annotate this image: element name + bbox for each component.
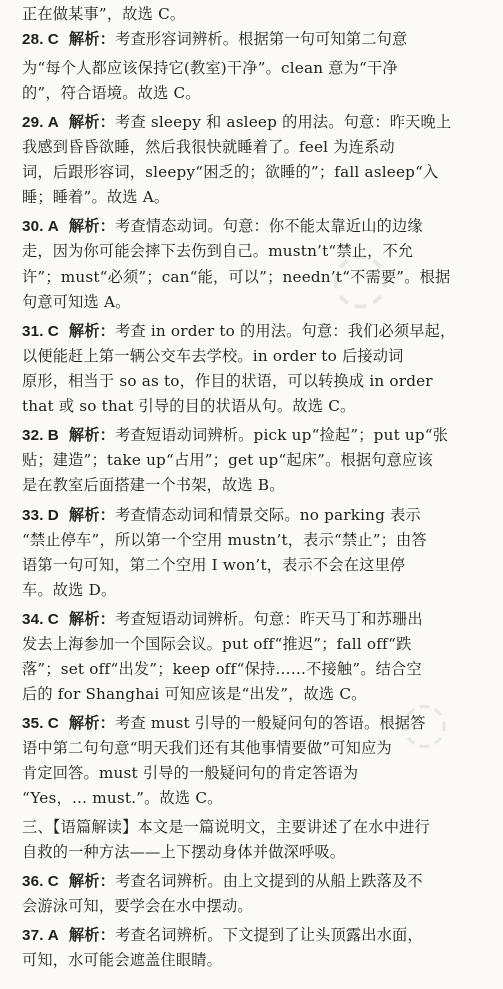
analysis-label: 解析： (68, 610, 116, 628)
text-line (22, 346, 491, 366)
item-number: 30. (22, 218, 44, 235)
analysis-label: 解析： (68, 714, 116, 732)
answer-item-line (22, 112, 491, 133)
text-line (22, 788, 491, 808)
line-text: “Yes，… must.”。故选 C。 (22, 789, 223, 807)
text-line (22, 241, 491, 261)
analysis-label: 解析： (68, 322, 116, 340)
line-text: 车。故选 D。 (22, 581, 117, 599)
line-text: 考查 must 引导的一般疑问句的答语。根据答 (115, 714, 426, 732)
watermark-mark: ◌ (400, 690, 449, 755)
text-line (22, 450, 491, 470)
line-text: 原形，相当于 so as to，作目的状语，可以转换成 in order (22, 372, 433, 390)
answer-item-line (22, 425, 491, 446)
text-line (22, 58, 491, 78)
line-text: 许”；must“必须”；can“能，可以”；needn’t“不需要”。根据 (22, 268, 451, 286)
text-line (22, 580, 491, 600)
item-number: 33. (22, 507, 44, 524)
line-text: 考查 in order to 的用法。句意：我们必须早起， (115, 322, 456, 340)
section-heading-line (22, 817, 491, 837)
answer-item-line (22, 925, 491, 946)
line-text: 贴；建造”；take up“占用”；get up“起床”。根据句意应该 (22, 451, 433, 469)
item-number: 28. (22, 31, 44, 48)
text-line (22, 267, 491, 287)
text-line (22, 83, 491, 103)
text-line (22, 763, 491, 783)
answer-letter: A (47, 927, 59, 944)
answer-item-line (22, 505, 491, 526)
text-line (22, 659, 491, 679)
line-text: 后的 for Shanghai 可知应该是“出发”，故选 C。 (22, 685, 367, 703)
watermark-mark: ◌ (330, 235, 392, 317)
text-line (22, 475, 491, 495)
line-text: 是在教室后面搭建一个书架，故选 B。 (22, 476, 285, 494)
section-label: 三、【语篇解读】 (22, 818, 138, 836)
line-text: 考查名词辨析。下文提到了让头顶露出水面， (115, 926, 423, 944)
text-line (22, 292, 491, 312)
line-text: 睡；睡着”。故选 A。 (22, 188, 170, 206)
analysis-label: 解析： (68, 926, 116, 944)
line-text: 我感到昏昏欲睡，然后我很快就睡着了。feel 为连系动 (22, 138, 395, 156)
answer-item-line (22, 871, 491, 892)
line-text: 考查名词辨析。由上文提到的从船上跌落及不 (115, 872, 423, 890)
answer-item-line (22, 609, 491, 630)
line-text: 落”；set off“出发”；keep off“保持……不接触”。结合空 (22, 660, 422, 678)
line-text: 语中第二句句意“明天我们还有其他事情要做”可知应为 (22, 739, 392, 757)
line-text: 的”，符合语境。故选 C。 (22, 84, 201, 102)
text-line (22, 842, 491, 862)
answer-item-line (22, 713, 491, 734)
line-text: 正在做某事”，故选 C。 (22, 5, 186, 23)
text-line (22, 137, 491, 157)
text-line (22, 4, 491, 24)
text-line (22, 950, 491, 970)
text-line (22, 187, 491, 207)
line-text: 考查短语动词辨析。句意：昨天马丁和苏珊出 (115, 610, 423, 628)
answer-letter: C (47, 323, 59, 340)
analysis-label: 解析： (68, 30, 116, 48)
text-line (22, 530, 491, 550)
answer-letter: A (47, 218, 59, 235)
answer-item-line (22, 321, 491, 342)
text-line (22, 634, 491, 654)
answer-letter: B (47, 427, 59, 444)
analysis-label: 解析： (68, 426, 116, 444)
line-text: 考查情态动词。句意：你不能太靠近山的边缘 (115, 217, 423, 235)
analysis-label: 解析： (68, 872, 116, 890)
line-text: 词，后跟形容词，sleepy“困乏的；欲睡的”；fall asleep“入 (22, 163, 439, 181)
answer-letter: C (47, 31, 59, 48)
text-line (22, 162, 491, 182)
text-line (22, 371, 491, 391)
line-text: 考查 sleepy 和 asleep 的用法。句意：昨天晚上 (115, 113, 452, 131)
line-text: “禁止停车”，所以第一个空用 mustn’t，表示“禁止”；由答 (22, 531, 427, 549)
line-text: 句意可知选 A。 (22, 293, 131, 311)
answer-letter: C (47, 715, 59, 732)
text-line (22, 396, 491, 416)
answer-letter: D (47, 507, 59, 524)
answer-item-line (22, 29, 491, 50)
line-text: 本文是一篇说明文，主要讲述了在水中进行 (137, 818, 430, 836)
item-number: 34. (22, 611, 44, 628)
item-number: 37. (22, 927, 44, 944)
answer-letter: A (47, 114, 59, 131)
analysis-label: 解析： (68, 113, 116, 131)
analysis-label: 解析： (68, 506, 116, 524)
line-text: 为“每个人都应该保持它(教室)干净”。clean 意为“干净 (22, 59, 398, 77)
answer-letter: C (47, 611, 59, 628)
text-line (22, 555, 491, 575)
item-number: 36. (22, 873, 44, 890)
line-text: 考查形容词辨析。根据第一句可知第二句意 (115, 30, 408, 48)
line-text: 考查情态动词和情景交际。no parking 表示 (115, 506, 421, 524)
line-text: 考查短语动词辨析。pick up“捡起”；put up“张 (115, 426, 449, 444)
line-text: 可知，水可能会遮盖住眼睛。 (22, 951, 223, 969)
line-text: 发去上海参加一个国际会议。put off“推迟”；fall off“跌 (22, 635, 412, 653)
item-number: 31. (22, 323, 44, 340)
answer-letter: C (47, 873, 59, 890)
item-number: 29. (22, 114, 44, 131)
item-number: 35. (22, 715, 44, 732)
analysis-label: 解析： (68, 217, 116, 235)
line-text: 走，因为你可能会摔下去伤到自己。mustn’t“禁止，不允 (22, 242, 414, 260)
item-number: 32. (22, 427, 44, 444)
line-text: 会游泳可知，要学会在水中摆动。 (22, 897, 253, 915)
text-line (22, 738, 491, 758)
answer-item-line (22, 216, 491, 237)
line-text: that 或 so that 引导的目的状语从句。故选 C。 (22, 397, 356, 415)
text-line (22, 684, 491, 704)
text-line (22, 896, 491, 916)
line-text: 语第一句可知，第二个空用 I won’t，表示不会在这里停 (22, 556, 406, 574)
line-text: 肯定回答。must 引导的一般疑问句的肯定答语为 (22, 764, 359, 782)
line-text: 自救的一种方法——上下摆动身体并做深呼吸。 (22, 843, 346, 861)
line-text: 以便能赶上第一辆公交车去学校。in order to 后接动词 (22, 347, 404, 365)
